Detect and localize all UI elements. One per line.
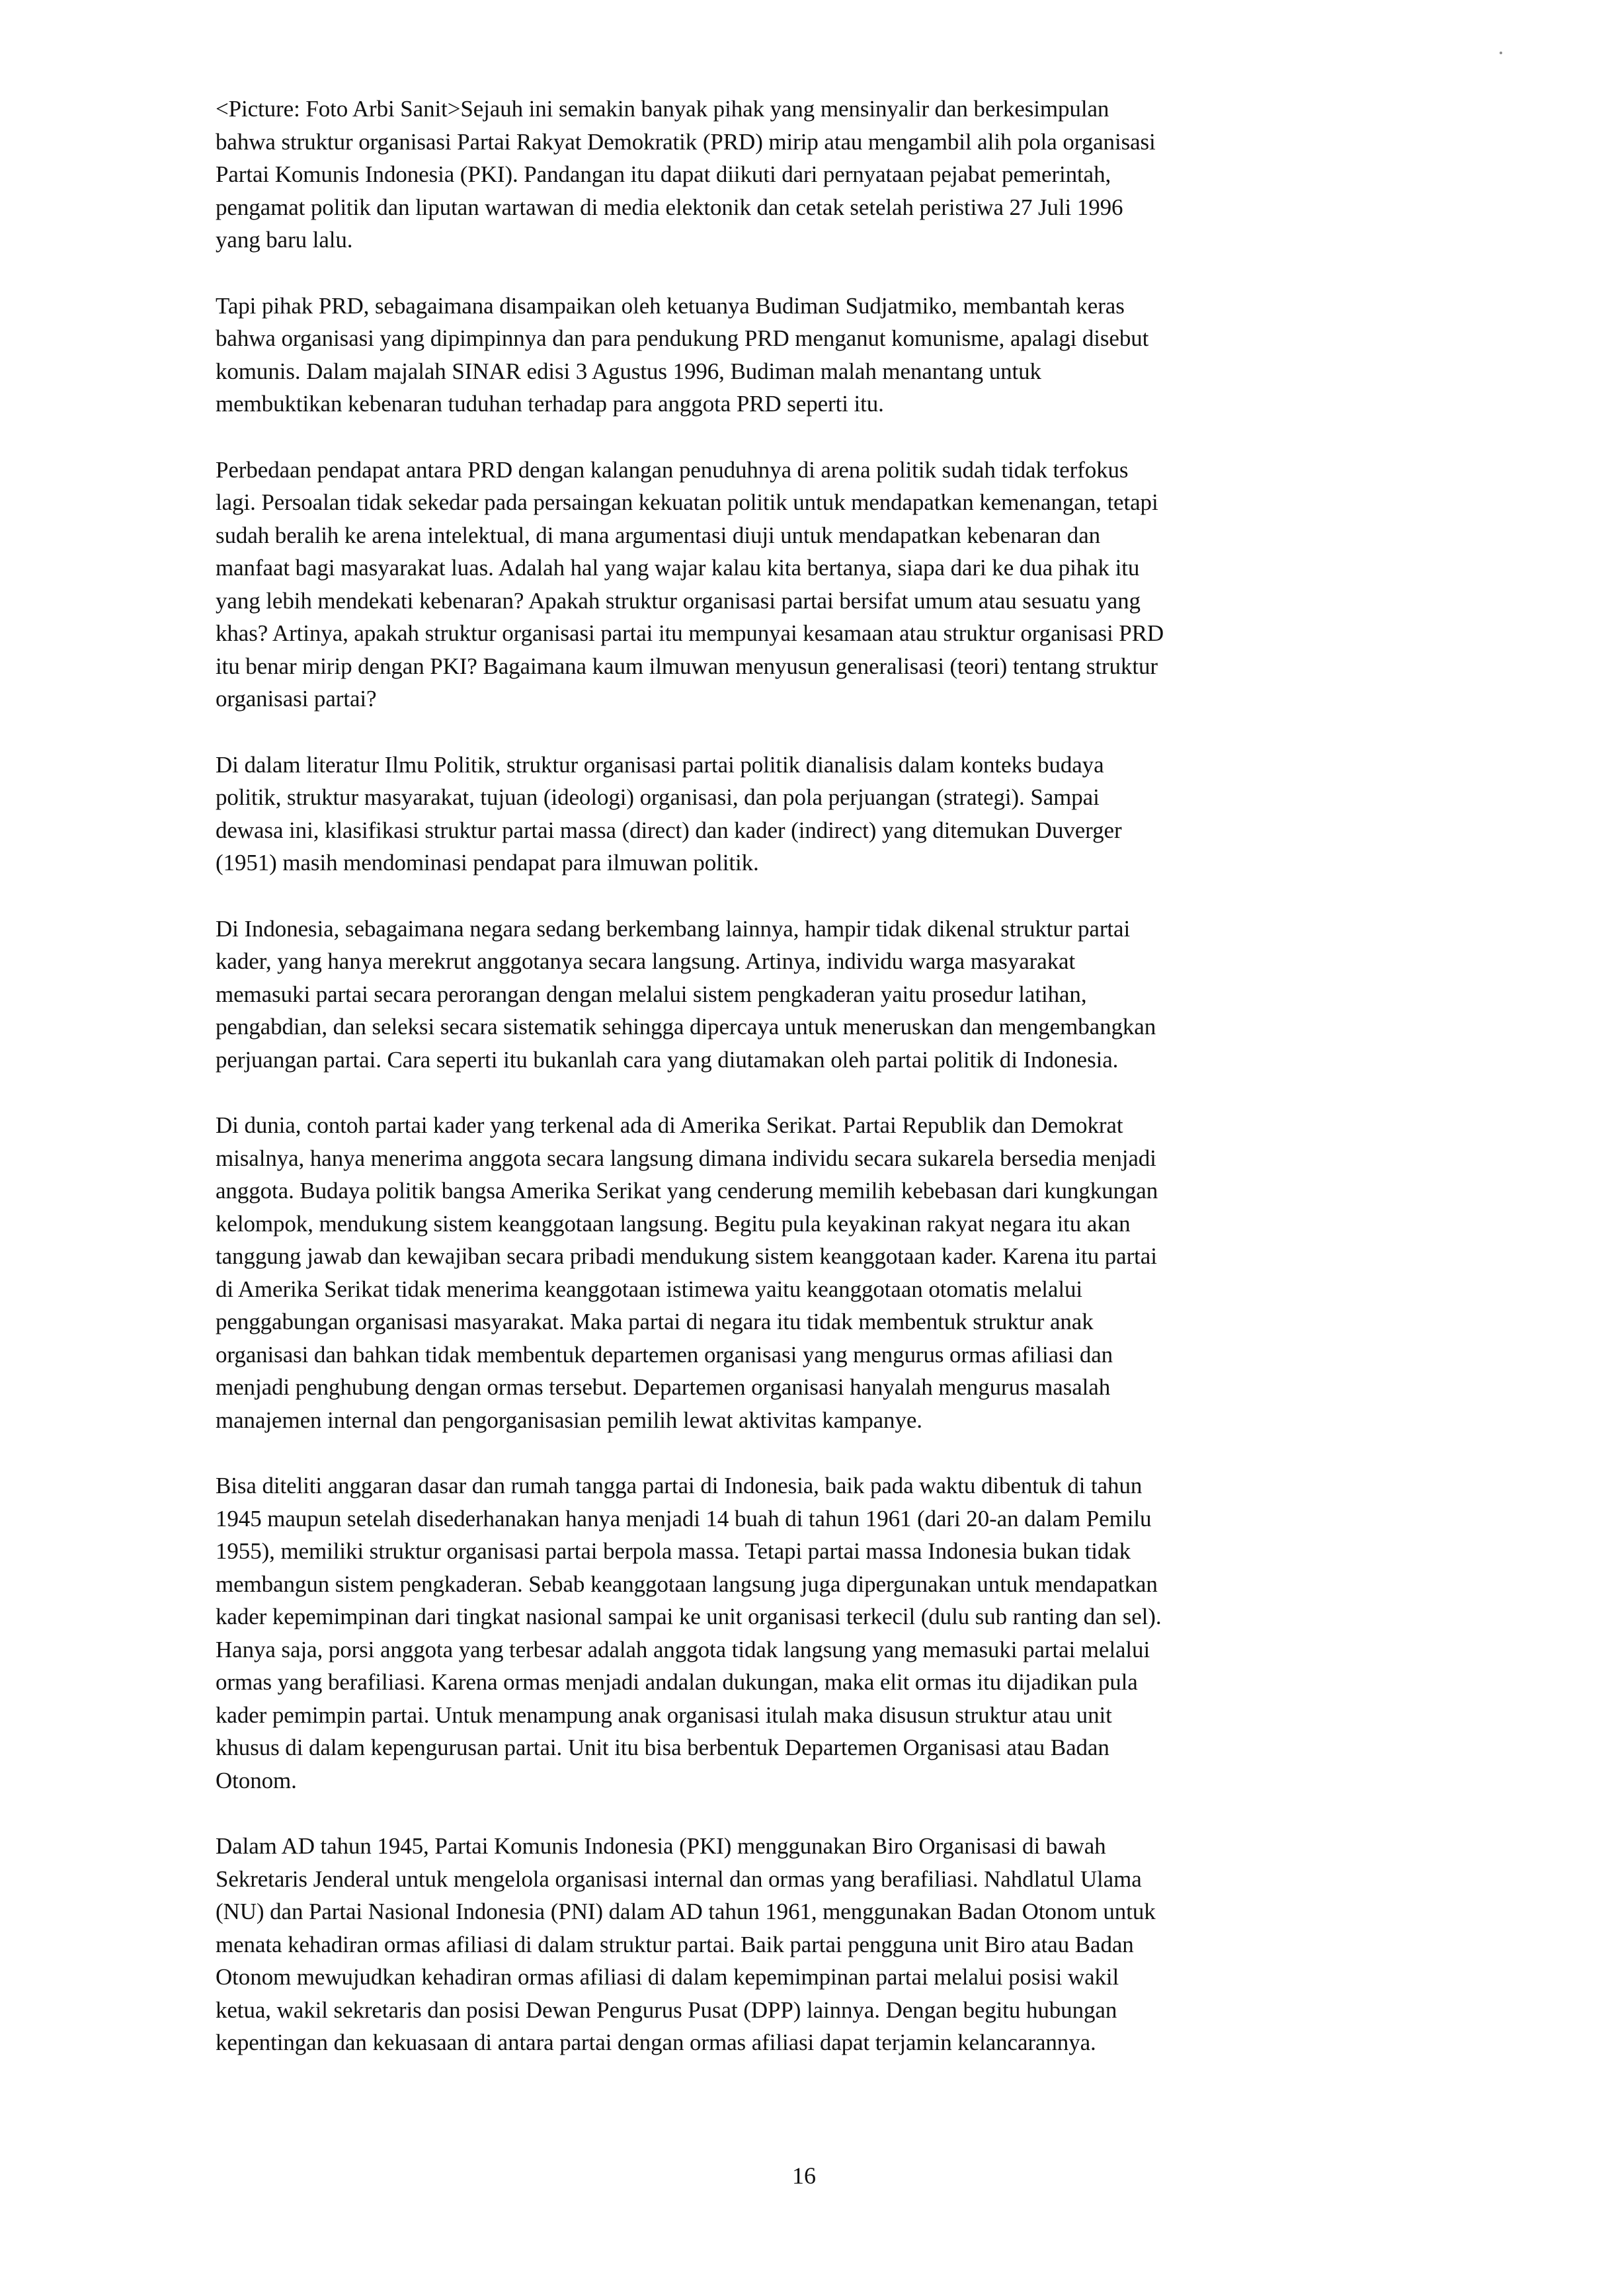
paragraph-pki-nu-pni: Dalam AD tahun 1945, Partai Komunis Indonesia (PKI) menggunakan Biro Organisasi di bawah Sekretaris Jenderal untuk mengelola organisasi internal dan ormas yang berafiliasi. Nahdlatul Ulama (NU) dan Partai Nasional Indonesia (PNI) dalam AD tahun 1961, menggunakan Badan Otonom untuk menata kehadiran ormas afiliasi di dalam struktur partai. Baik partai pengguna unit Biro atau Badan Otonom mewujudkan kehadiran ormas afiliasi di dalam kepemimpinan partai melalui posisi wakil ketua, wakil sekretaris dan posisi Dewan Pengurus Pusat (DPP) lainnya. Dengan begitu hubungan kepentingan dan kekuasaan di antara partai dengan ormas afiliasi dapat terjamin kelancarannya.	[216, 1833, 1156, 2055]
scan-speck	[1500, 52, 1502, 54]
paragraph-party-statutes: Bisa diteliti anggaran dasar dan rumah tangga partai di Indonesia, baik pada waktu dibentuk di tahun 1945 maupun setelah disederhanakan hanya menjadi 14 buah di tahun 1961 (dari 20-an dalam Pemilu 1955), memiliki struktur organisasi partai berpola massa. Tetapi partai massa Indonesia bukan tidak membangun sistem pengkaderan. Sebab keanggotaan langsung juga dipergunakan untuk mendapatkan kader kepemimpinan dari tingkat nasional sampai ke unit organisasi terkecil (dulu sub ranting dan sel). Hanya saja, porsi anggota yang terbesar adalah anggota tidak langsung yang memasuki partai melalui ormas yang berafiliasi. Karena ormas menjadi andalan dukungan, maka elit ormas itu dijadikan pula kader pemimpin partai. Untuk menampung anak organisasi itulah maka disusun struktur atau unit khusus di dalam kepengurusan partai. Unit itu bisa berbentuk Departemen Organisasi atau Badan Otonom.	[216, 1473, 1162, 1793]
article-body	[216, 93, 1419, 2092]
page-number: 16	[792, 2162, 816, 2189]
paragraph-united-states: Di dunia, contoh partai kader yang terkenal ada di Amerika Serikat. Partai Republik dan Demokrat misalnya, hanya menerima anggota secara langsung dimana individu secara sukarela bersedia menjadi anggota. Budaya politik bangsa Amerika Serikat yang cenderung memilih kebebasan dari kungkungan kelompok, mendukung sistem keanggotaan langsung. Begitu pula keyakinan rakyat negara itu akan tanggung jawab dan kewajiban secara pribadi mendukung sistem keanggotaan kader. Karena itu partai di Amerika Serikat tidak menerima keanggotaan istimewa yaitu keanggotaan otomatis melalui penggabungan organisasi masyarakat. Maka partai di negara itu tidak membentuk struktur anak organisasi dan bahkan tidak membentuk departemen organisasi yang mengurus ormas afiliasi dan menjadi penghubung dengan ormas tersebut. Departemen organisasi hanyalah mengurus masalah manajemen internal dan pengorganisasian pemilih lewat aktivitas kampanye.	[216, 1112, 1158, 1433]
paragraph-prd-denial: Tapi pihak PRD, sebagaimana disampaikan oleh ketuanya Budiman Sudjatmiko, membantah keras bahwa organisasi yang dipimpinnya dan para pendukung PRD menganut komunisme, apalagi disebut komunis. Dalam majalah SINAR edisi 3 Agustus 1996, Budiman malah menantang untuk membuktikan kebenaran tuduhan terhadap para anggota PRD seperti itu.	[216, 292, 1149, 417]
paragraph-intro: <Picture: Foto Arbi Sanit>Sejauh ini semakin banyak pihak yang mensinyalir dan berkesimpulan bahwa struktur organisasi Partai Rakyat Demokratik (PRD) mirip atau mengambil alih pola organisasi Partai Komunis Indonesia (PKI). Pandangan itu dapat diikuti dari pernyataan pejabat pemerintah, pengamat politik dan liputan wartawan di media elektonik dan cetak setelah peristiwa 27 Juli 1996 yang baru lalu.	[216, 96, 1156, 253]
paragraph-debate: Perbedaan pendapat antara PRD dengan kalangan penuduhnya di arena politik sudah tidak terfokus lagi. Persoalan tidak sekedar pada persaingan kekuatan politik untuk mendapatkan kemenangan, tetapi sudah beralih ke arena intelektual, di mana argumentasi diuji untuk mendapatkan kebenaran dan manfaat bagi masyarakat luas. Adalah hal yang wajar kalau kita bertanya, siapa dari ke dua pihak itu yang lebih mendekati kebenaran? Apakah struktur organisasi partai bersifat umum atau sesuatu yang khas? Artinya, apakah struktur organisasi partai itu mempunyai kesamaan atau struktur organisasi PRD itu benar mirip dengan PKI? Bagaimana kaum ilmuwan menyusun generalisasi (teori) tentang struktur organisasi partai?	[216, 456, 1164, 712]
paragraph-indonesia: Di Indonesia, sebagaimana negara sedang berkembang lainnya, hampir tidak dikenal struktur partai kader, yang hanya merekrut anggotanya secara langsung. Artinya, individu warga masyarakat memasuki partai secara perorangan dengan melalui sistem pengkaderan yaitu prosedur latihan, pengabdian, dan seleksi secara sistematik sehingga dipercaya untuk meneruskan dan mengembangkan perjuangan partai. Cara seperti itu bukanlah cara yang diutamakan oleh partai politik di Indonesia.	[216, 915, 1156, 1073]
paragraph-literature: Di dalam literatur Ilmu Politik, struktur organisasi partai politik dianalisis dalam konteks budaya politik, struktur masyarakat, tujuan (ideologi) organisasi, dan pola perjuangan (strategi). Sampai dewasa ini, klasifikasi struktur partai massa (direct) dan kader (indirect) yang ditemukan Duverger (1951) masih mendominasi pendapat para ilmuwan politik.	[216, 751, 1122, 876]
